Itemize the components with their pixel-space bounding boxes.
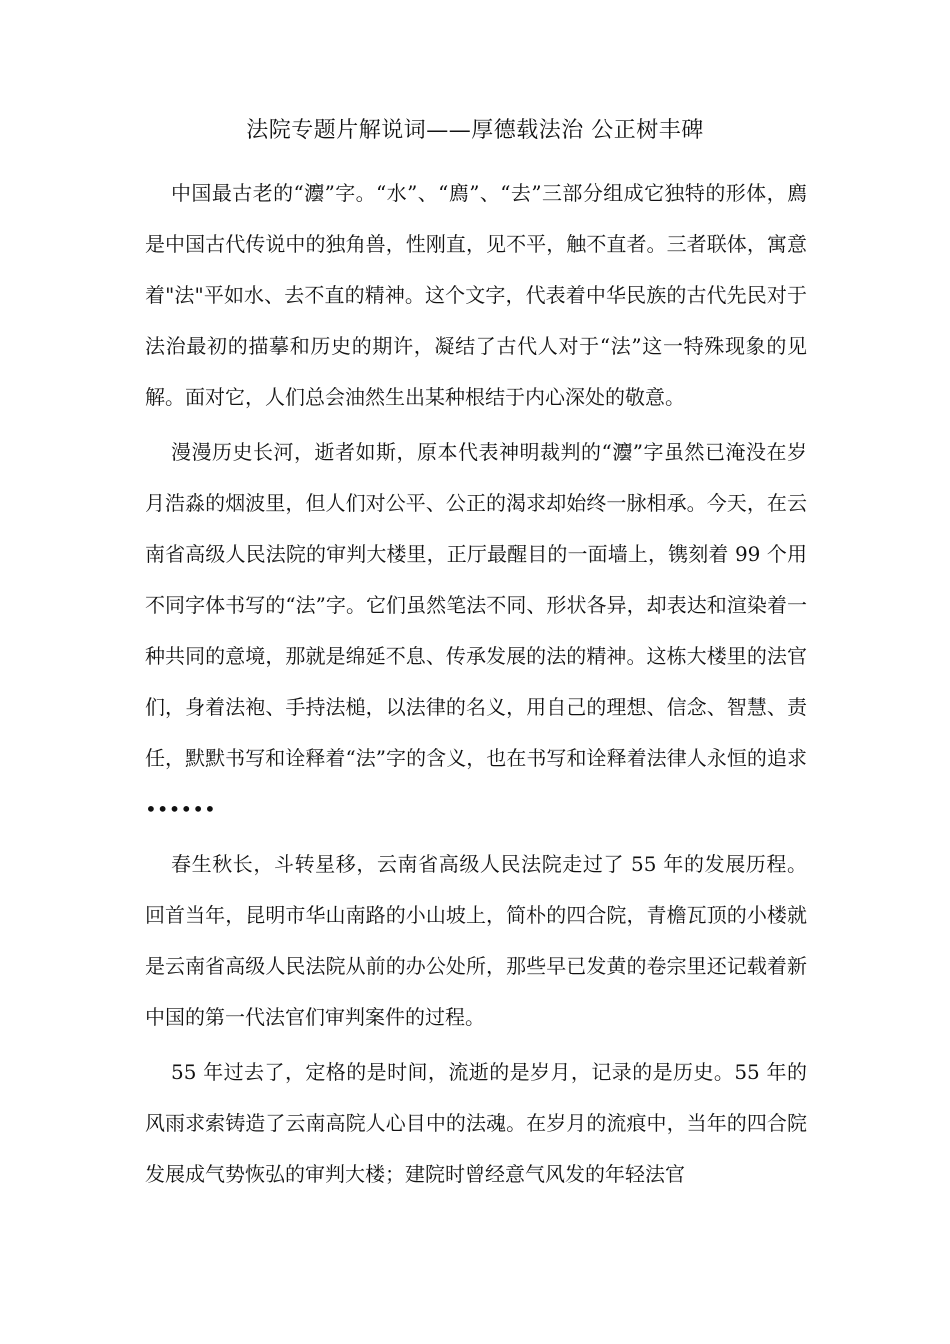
paragraph-2: 漫漫历史长河，逝者如斯，原本代表神明裁判的“灋”字虽然已淹没在岁月浩淼的烟波里，但人们对公平、公正的渴求却始终一脉相承。今天，在云南省高级人民法院的审判大楼里，正厅最醒目的一面墙上，镌刻着 99 个用不同字体书写的“法”字。它们虽然笔法不同、形状各异，却表达和渲染着一种共同的意境，那就是绵延不息、传承发展的法的精神。这栋大楼里的法官们，身着法袍、手持法槌，以法律的名义，用自己的理想、信念、智慧、责任，默默书写和诠释着“法”字的含义，也在书写和诠释着法律人永恒的追求•••••• [145,440,807,821]
document-title: 法院专题片解说词——厚德载法治 公正树丰碑 [246,118,704,143]
paragraph-3: 春生秋长，斗转星移，云南省高级人民法院走过了 55 年的发展历程。回首当年，昆明市华山南路的小山坡上，简朴的四合院，青檐瓦顶的小楼就是云南省高级人民法院从前的办公处所，那些早已发黄的卷宗里还记载着新中国的第一代法官们审判案件的过程。 [145,852,807,1029]
document-body [145,168,807,1204]
paragraph-4: 55 年过去了，定格的是时间，流逝的是岁月，记录的是历史。55 年的风雨求索铸造了云南高院人心目中的法魂。在岁月的流痕中，当年的四合院发展成气势恢弘的审判大楼；建院时曾经意气风发的年轻法官 [145,1060,807,1186]
paragraph-1: 中国最古老的“灋”字。“水”、“廌”、“去”三部分组成它独特的形体，廌是中国古代传说中的独角兽，性刚直，见不平，触不直者。三者联体，寓意着"法"平如水、去不直的精神。这个文字，代表着中华民族的古代先民对于法治最初的描摹和历史的期许，凝结了古代人对于“法”这一特殊现象的见解。面对它，人们总会油然生出某种根结于内心深处的敬意。 [145,181,807,409]
